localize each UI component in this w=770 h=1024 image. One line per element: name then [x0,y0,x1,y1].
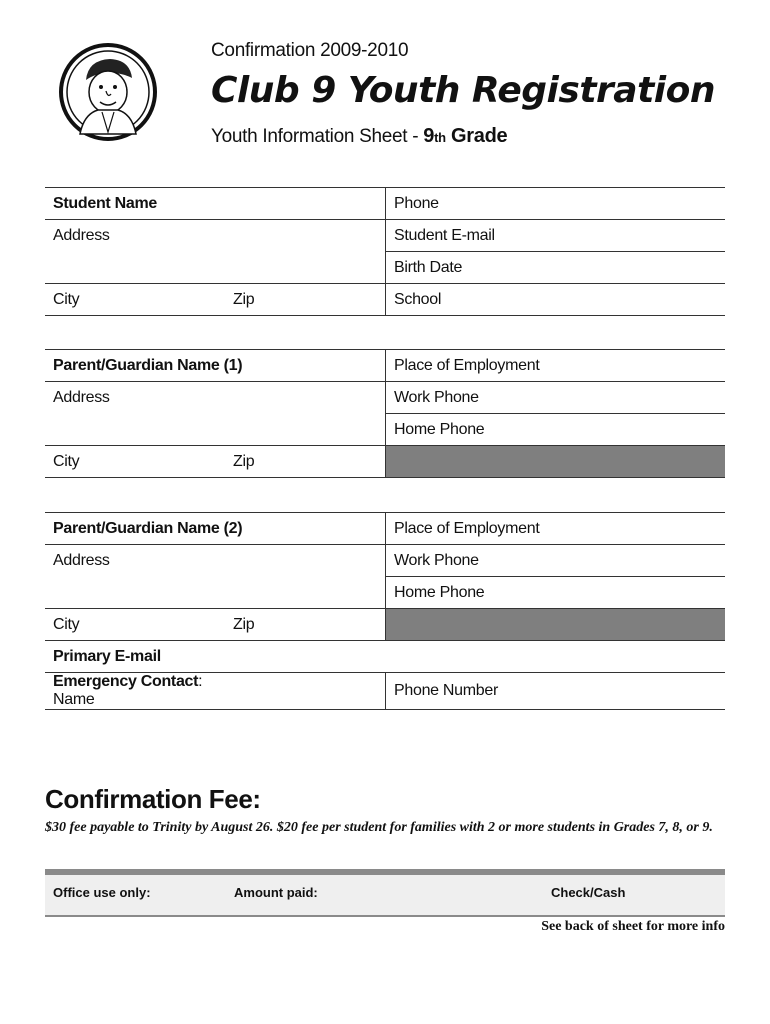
student-zip-label: Zip [233,291,255,308]
emergency-name-label: Name [53,691,95,708]
office-use-label: Office use only: [53,885,151,900]
parent2-city-label: City [53,615,80,633]
student-birth-date-field[interactable]: Birth Date [386,252,726,284]
emergency-phone-field[interactable]: Phone Number [386,673,726,710]
more-info-note: See back of sheet for more info [541,919,725,934]
parent1-section [45,349,725,478]
parent2-zip-label: Zip [233,616,255,633]
parent1-city-label: City [53,452,80,470]
parent1-home-phone-field[interactable]: Home Phone [386,414,726,446]
emergency-contact-colon: : [198,673,203,690]
student-phone-field[interactable]: Phone [386,188,726,220]
parent2-employment-field[interactable]: Place of Employment [386,513,726,545]
parent2-name-field[interactable]: Parent/Guardian Name (2) [45,513,386,545]
student-email-field[interactable]: Student E-mail [386,220,726,252]
grade-number: 9 [423,125,435,147]
student-school-field[interactable]: School [386,284,726,316]
grade-word: Grade [445,125,508,147]
logo-image [58,42,158,142]
parent1-name-field[interactable]: Parent/Guardian Name (1) [45,350,386,382]
parent1-city-zip-field[interactable] [45,446,386,478]
parent1-zip-label: Zip [233,453,255,470]
fee-description: $30 fee payable to Trinity by August 26. $20 fee per student for families with 2 or more students in Grades 7, 8, or 9. [45,820,713,835]
student-city-zip-field[interactable] [45,284,386,316]
office-use-bar [45,869,725,917]
parent2-city-zip-field[interactable] [45,609,386,641]
header-subtitle: Confirmation 2009-2010 [211,40,409,61]
parent2-shaded-cell [386,609,726,641]
check-cash-label: Check/Cash [551,885,626,900]
parent2-home-phone-field[interactable]: Home Phone [386,577,726,609]
student-address-field[interactable]: Address [53,227,110,244]
parent2-section [45,512,725,710]
fee-title: Confirmation Fee: [45,784,261,814]
parent1-employment-field[interactable]: Place of Employment [386,350,726,382]
parent1-address-field[interactable]: Address [53,389,110,406]
parent1-shaded-cell [386,446,726,478]
student-city-label: City [53,290,80,308]
parent1-work-phone-field[interactable]: Work Phone [386,382,726,414]
grade-suffix: th [434,130,446,145]
emergency-contact-name-field[interactable] [45,673,386,710]
page-title: Club 9 Youth Registration [211,70,715,111]
parent2-address-field[interactable]: Address [53,552,110,569]
parent2-work-phone-field[interactable]: Work Phone [386,545,726,577]
student-name-field[interactable]: Student Name [45,188,386,220]
student-section [45,187,725,316]
sheet-subtitle [211,125,507,148]
sheet-subtitle-prefix: Youth Information Sheet - [211,126,424,147]
emergency-contact-label [53,673,385,691]
emergency-contact-heading: Emergency Contact [53,673,199,690]
amount-paid-label: Amount paid: [234,885,318,900]
primary-email-field[interactable]: Primary E-mail [45,641,725,673]
